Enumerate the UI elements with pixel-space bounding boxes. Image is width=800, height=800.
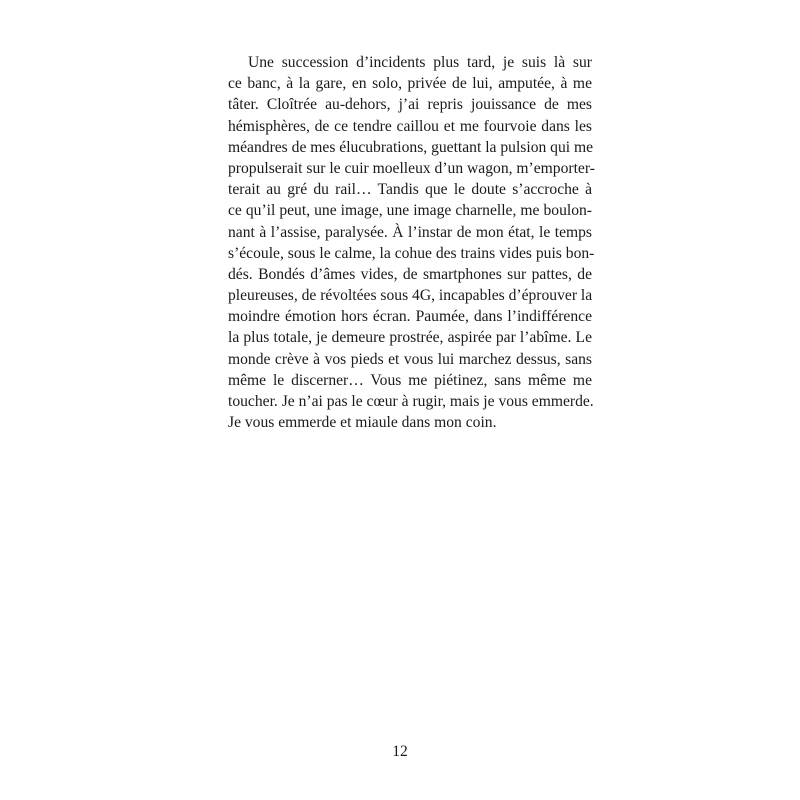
paragraph-line: même le discerner… Vous me piétinez, sans même me bbox=[228, 371, 592, 389]
paragraph-line: nant à l’assise, paralysée. À l’instar de mon état, le temps bbox=[228, 223, 592, 241]
paragraph-line: la plus totale, je demeure prostrée, aspirée par l’abîme. Le bbox=[228, 329, 592, 347]
page-number: 12 bbox=[392, 743, 408, 760]
paragraph-line: Je vous emmerde et miaule dans mon coin. bbox=[228, 414, 497, 432]
paragraph-line: s’écoule, sous le calme, la cohue des trains vides puis bon- bbox=[228, 244, 595, 262]
paragraph-line: méandres de mes élucubrations, guettant la pulsion qui me bbox=[228, 138, 594, 156]
paragraph-line: dés. Bondés d’âmes vides, de smartphones sur pattes, de bbox=[228, 265, 592, 283]
paragraph-line: pleureuses, de révoltées sous 4G, incapables d’éprouver la bbox=[228, 287, 593, 305]
paragraph-line: ce banc, à la gare, en solo, privée de lui, amputée, à me bbox=[228, 75, 592, 93]
paragraph-line: propulserait sur le cuir moelleux d’un wagon, m’emporter- bbox=[228, 159, 595, 177]
paragraph-line: tâter. Cloîtrée au-dehors, j’ai repris jouissance de mes bbox=[228, 96, 592, 114]
paragraph-line: toucher. Je n’ai pas le cœur à rugir, mais je vous emmerde. bbox=[228, 393, 594, 410]
paragraph-line: Une succession d’incidents plus tard, je suis là sur bbox=[248, 54, 592, 71]
paragraph-line: moindre émotion hors écran. Paumée, dans l’indifférence bbox=[228, 308, 592, 326]
paragraph-line: terait au gré du rail… Tandis que le doute s’accroche à bbox=[228, 181, 592, 199]
paragraph-line: hémisphères, de ce tendre caillou et me fourvoie dans les bbox=[228, 117, 592, 135]
paragraph-line: ce qu’il peut, une image, une image charnelle, me boulon- bbox=[228, 202, 592, 220]
paragraph-line: monde crève à vos pieds et vous lui marchez dessus, sans bbox=[228, 350, 592, 368]
body-paragraph bbox=[228, 52, 595, 433]
